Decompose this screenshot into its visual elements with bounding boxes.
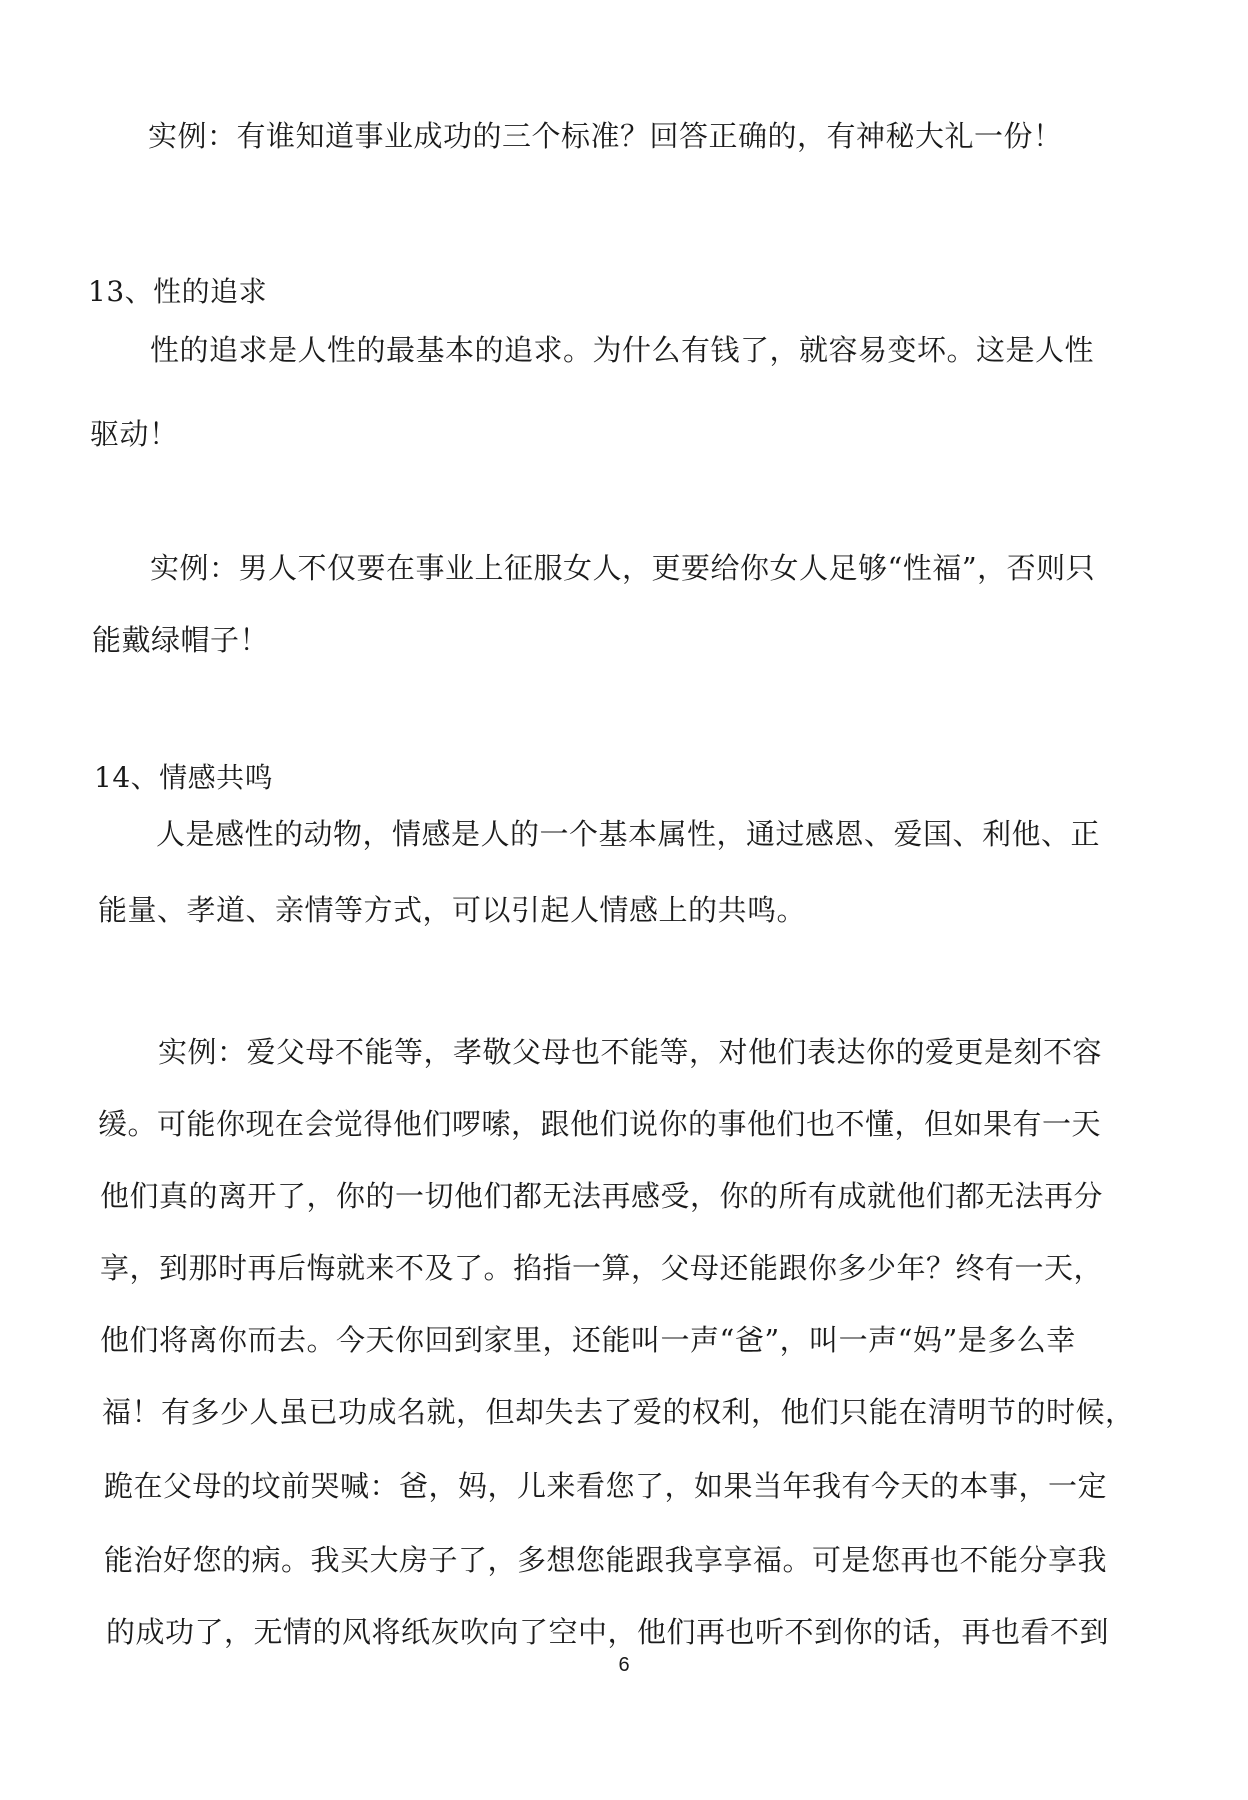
example-paragraph-line: 他们真的离开了，你的一切他们都无法再感受，你的所有成就他们都无法再分	[100, 1179, 1104, 1213]
section-heading-13: 13、性的追求	[88, 275, 268, 308]
example-paragraph-line: 他们将离你而去。今天你回到家里，还能叫一声“爸”，叫一声“妈”是多么幸	[100, 1323, 1076, 1357]
example-paragraph-line: 能治好您的病。我买大房子了，多想您能跟我享享福。可是您再也不能分享我	[104, 1543, 1108, 1577]
example-paragraph-line: 跪在父母的坟前哭喊：爸，妈，儿来看您了，如果当年我有今天的本事，一定	[104, 1469, 1108, 1503]
example-paragraph-line: 缓。可能你现在会觉得他们啰嗦，跟他们说你的事他们也不懂，但如果有一天	[98, 1107, 1102, 1141]
example-paragraph-line: 福！有多少人虽已功成名就，但却失去了爱的权利，他们只能在清明节的时候，	[102, 1395, 1135, 1429]
page-number: 6	[618, 1654, 630, 1676]
body-paragraph-line: 驱动！	[90, 417, 179, 451]
body-paragraph-line: 性的追求是人性的最基本的追求。为什么有钱了，就容易变坏。这是人性	[150, 333, 1095, 367]
body-paragraph-line: 人是感性的动物，情感是人的一个基本属性，通过感恩、爱国、利他、正	[156, 817, 1101, 851]
example-paragraph-line: 实例：男人不仅要在事业上征服女人，更要给你女人足够“性福”，否则只	[150, 551, 1096, 585]
example-paragraph-line: 的成功了，无情的风将纸灰吹向了空中，他们再也听不到你的话，再也看不到	[106, 1615, 1110, 1649]
example-paragraph-line: 享，到那时再后悔就来不及了。掐指一算，父母还能跟你多少年？终有一天，	[100, 1251, 1104, 1285]
example-paragraph-line: 能戴绿帽子！	[92, 623, 270, 657]
example-paragraph-line: 实例：爱父母不能等，孝敬父母也不能等，对他们表达你的爱更是刻不容	[158, 1035, 1103, 1069]
example-paragraph-line: 实例：有谁知道事业成功的三个标准？回答正确的，有神秘大礼一份！	[148, 119, 1063, 153]
section-heading-14: 14、情感共鸣	[94, 761, 274, 794]
body-paragraph-line: 能量、孝道、亲情等方式，可以引起人情感上的共鸣。	[98, 893, 807, 927]
